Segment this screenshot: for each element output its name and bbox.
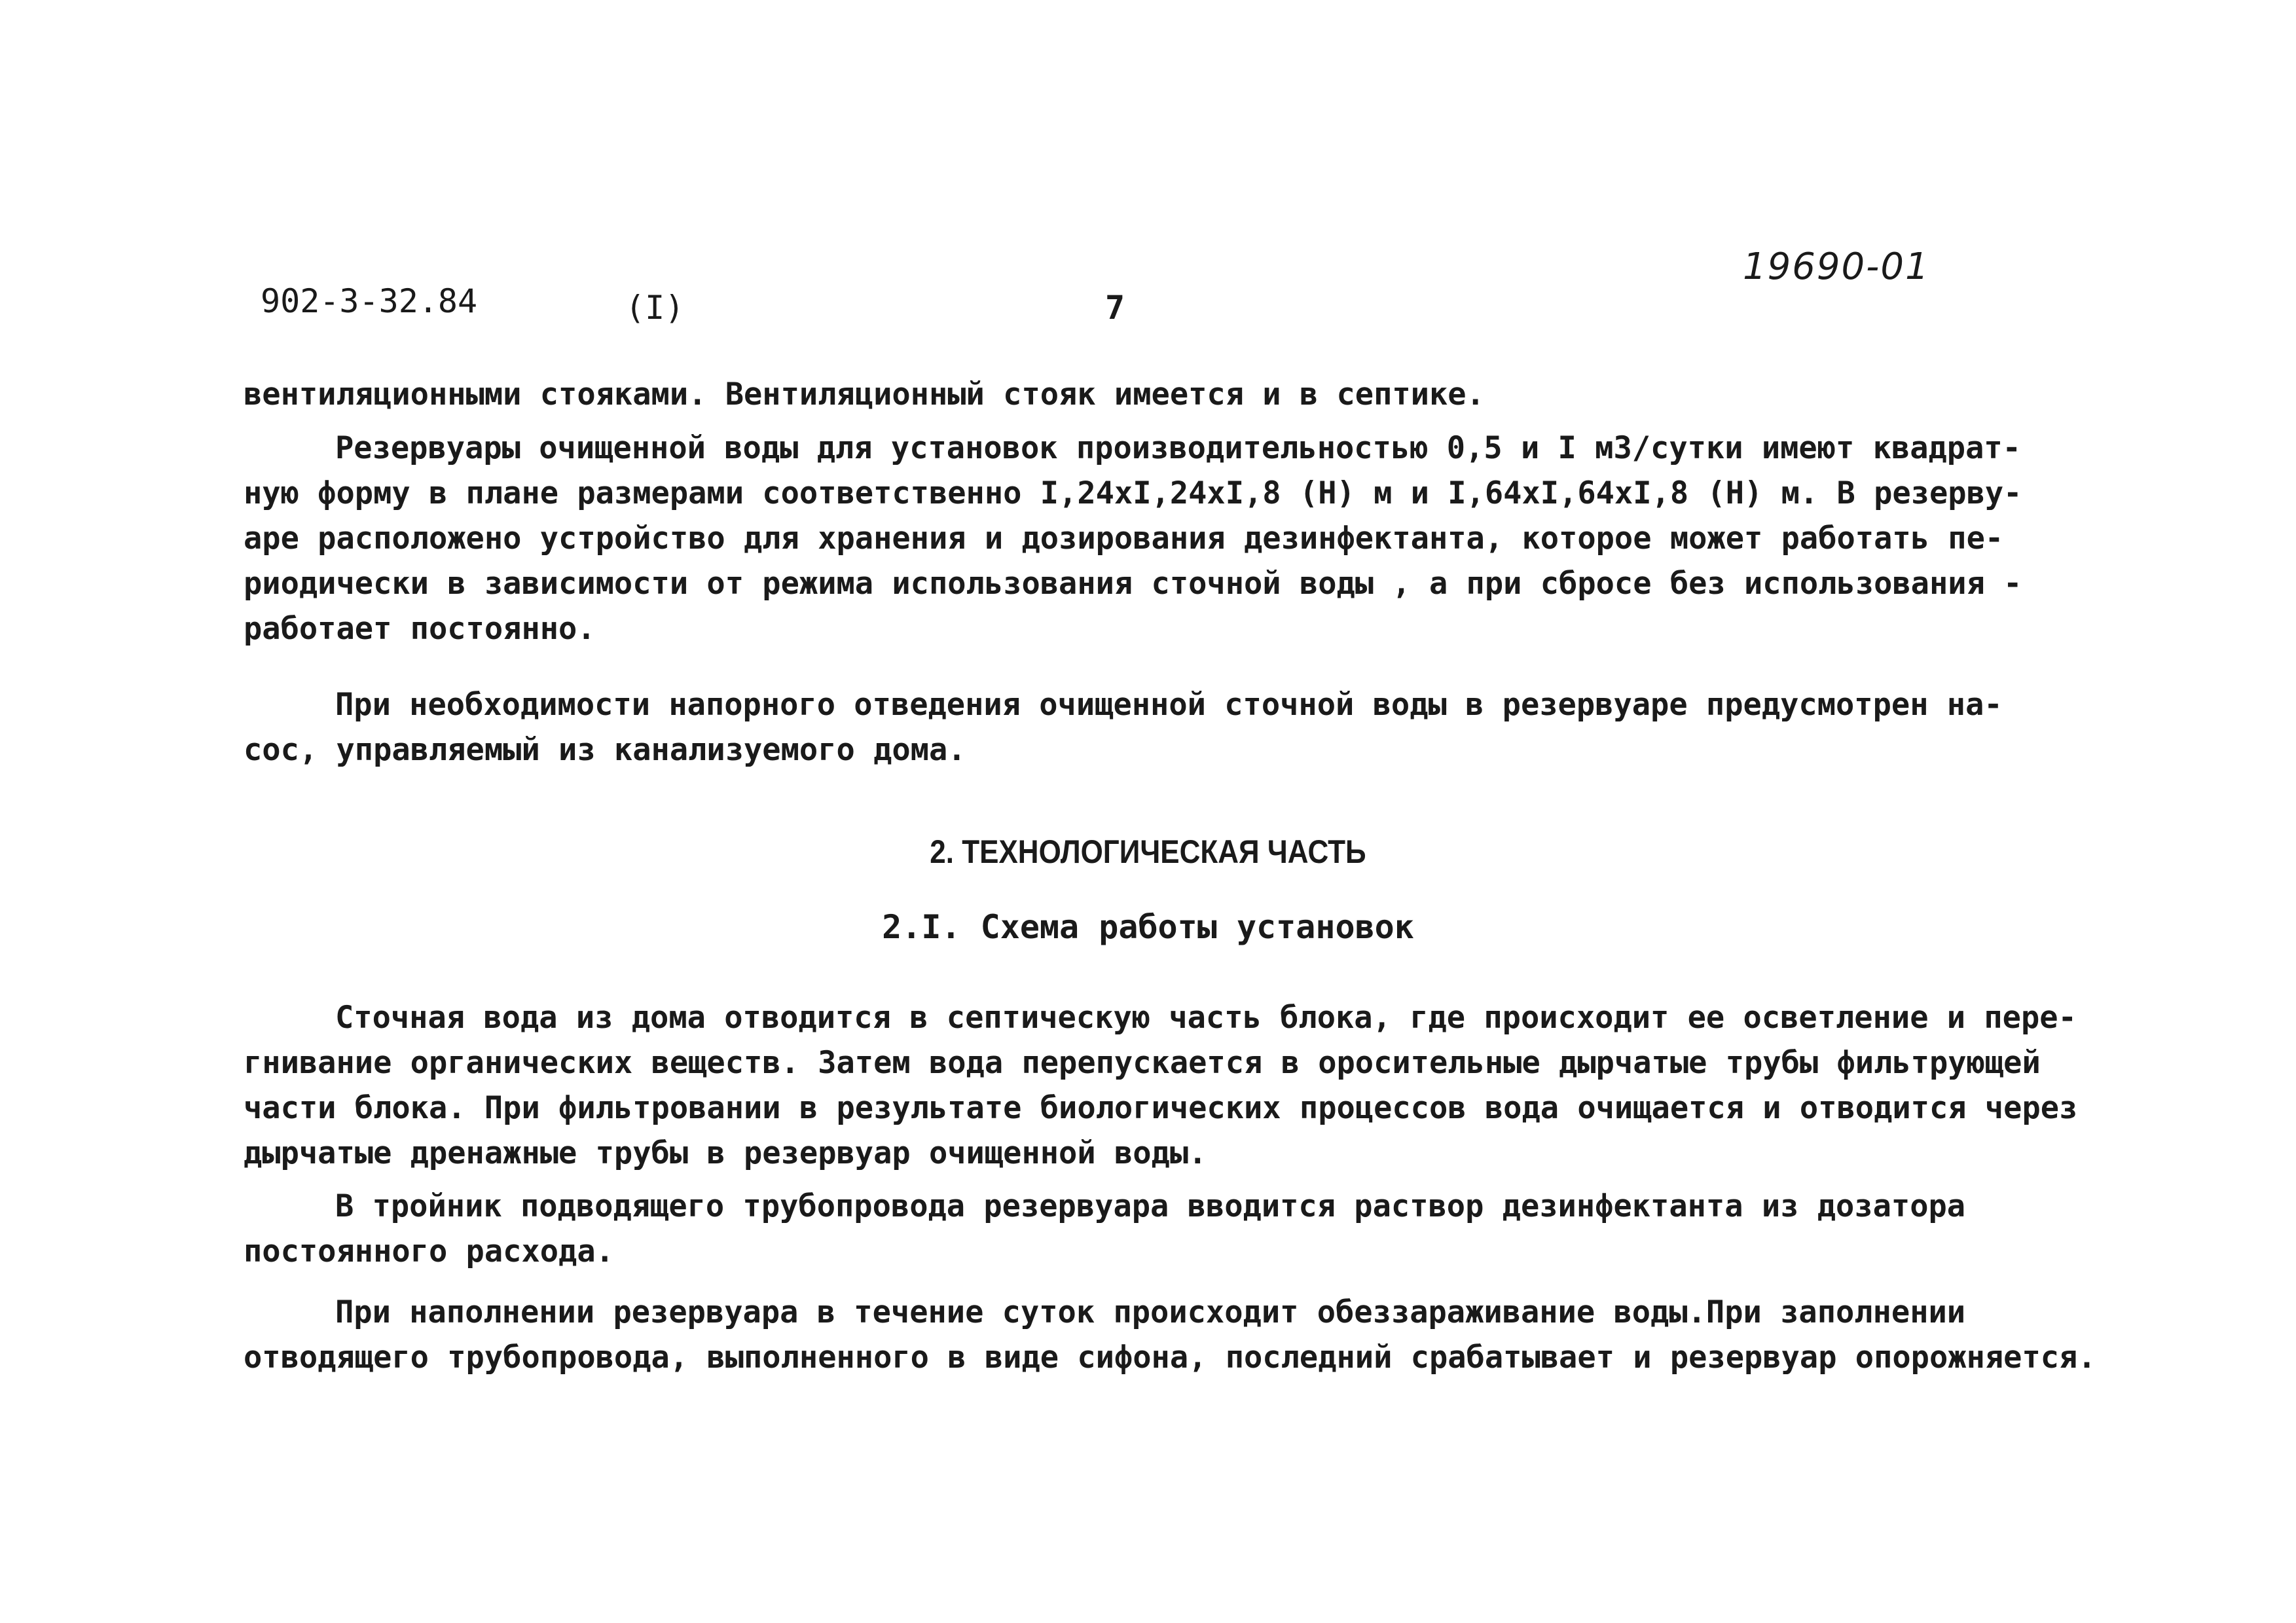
paragraph-line: В тройник подводящего трубопровода резервуара вводится раствор дезинфектанта из дозатора bbox=[335, 1188, 1966, 1224]
paragraph-line: работает постоянно. bbox=[244, 611, 596, 647]
paragraph bbox=[244, 372, 2077, 417]
paragraph-line: аре расположено устройство для хранения и дозирования дезинфектанта, которое может работать пе- bbox=[244, 520, 2004, 556]
paragraph-line: постоянного расхода. bbox=[244, 1233, 614, 1269]
page-number: 7 bbox=[1105, 289, 1125, 327]
subsection-heading: 2.I. Схема работы установок bbox=[882, 908, 1414, 946]
paragraph-line: дырчатые дренажные трубы в резервуар очищенной воды. bbox=[244, 1135, 1207, 1171]
paragraph bbox=[244, 1184, 2077, 1274]
paragraph bbox=[244, 426, 2077, 651]
sheet-part: (I) bbox=[625, 289, 685, 327]
paragraph-line: риодически в зависимости от режима использования сточной воды , а при сбросе без использования - bbox=[244, 566, 2022, 602]
paragraph-line: При необходимости напорного отведения очищенной сточной воды в резервуаре предусмотрен на- bbox=[335, 687, 2003, 723]
paragraph bbox=[244, 995, 2077, 1176]
paragraph-line: При наполнении резервуара в течение суток происходит обеззараживание воды.При заполнении bbox=[335, 1294, 1966, 1330]
paragraph-line: гнивание органических веществ. Затем вода перепускается в оросительные дырчатые трубы фильтрующей bbox=[244, 1045, 2041, 1081]
document-code: 902-3-32.84 bbox=[261, 282, 478, 320]
paragraph-line: Резервуары очищенной воды для установок производительностью 0,5 и I м3/сутки имеют квадрат- bbox=[335, 430, 2021, 466]
paragraph-line: Сточная вода из дома отводится в септическую часть блока, где происходит ее осветление и пере- bbox=[335, 1000, 2077, 1036]
paragraph bbox=[244, 1290, 2096, 1380]
paragraph-line: отводящего трубопровода, выполненного в виде сифона, последний срабатывает и резервуар опорожняется. bbox=[244, 1340, 2096, 1376]
section-heading: 2. ТЕХНОЛОГИЧЕСКАЯ ЧАСТЬ bbox=[930, 833, 1366, 870]
archive-number: 19690-01 bbox=[1743, 246, 1930, 288]
paragraph bbox=[244, 682, 2077, 773]
paragraph-line: сос, управляемый из канализуемого дома. bbox=[244, 732, 966, 768]
paragraph-line: ную форму в плане размерами соответственно I,24xI,24xI,8 (H) м и I,64xI,64xI,8 (H) м. В резерву- bbox=[244, 475, 2022, 511]
paragraph-line: вентиляционными стояками. Вентиляционный стояк имеется и в септике. bbox=[244, 376, 1485, 412]
paragraph-line: части блока. При фильтровании в результате биологических процессов вода очищается и отводится через bbox=[244, 1090, 2078, 1126]
